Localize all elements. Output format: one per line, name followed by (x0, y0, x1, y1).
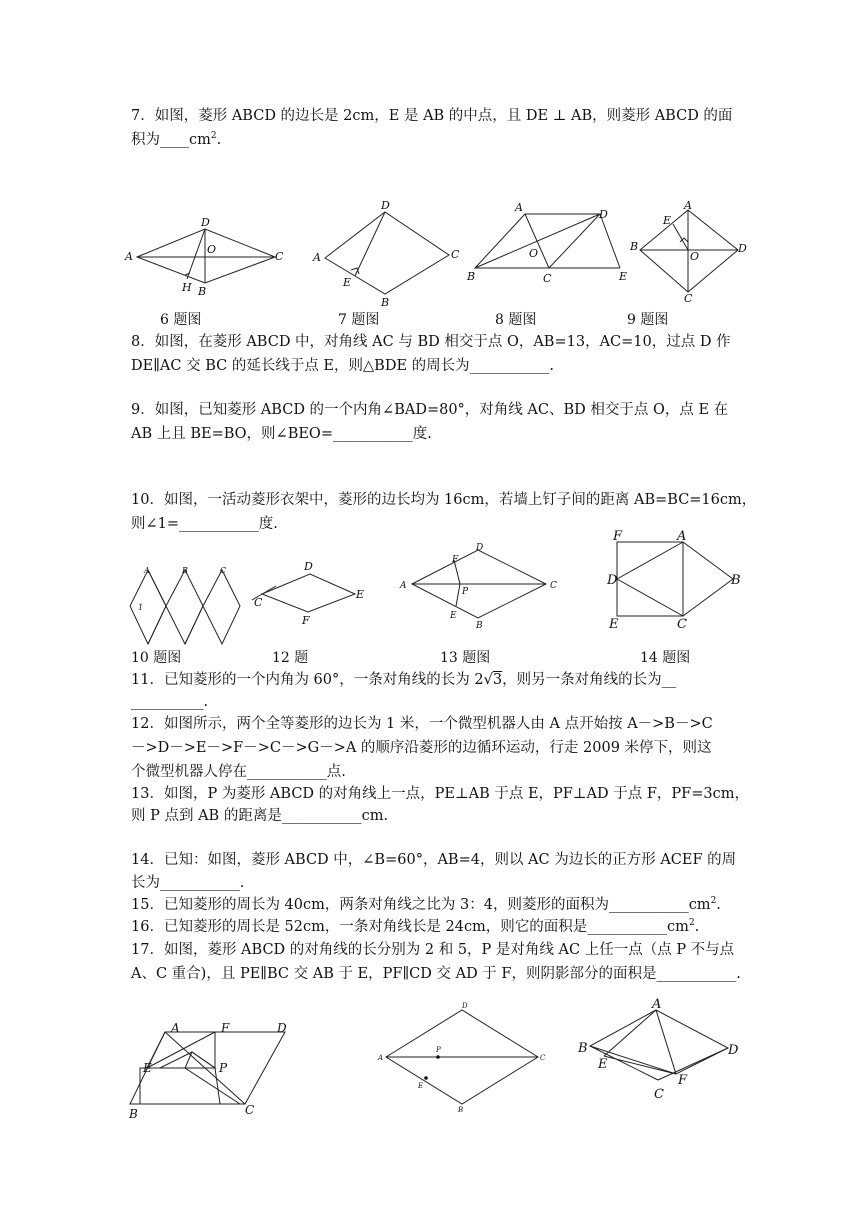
caption-13: 13 题图 (440, 650, 491, 666)
q11-line1 (131, 670, 676, 690)
q9-line1: 9．如图，已知菱形 ABCD 的一个内角∠BAD=80°，对角线 AC、BD 相交于点 O，点 E 在 (131, 402, 729, 418)
caption-9: 9 题图 (627, 312, 669, 328)
fig17-label-a: A (171, 1021, 180, 1035)
figure-7 (305, 200, 465, 310)
fig17-label-d: D (277, 1021, 287, 1035)
fig17-label-c: C (245, 1103, 255, 1117)
figure-10 (128, 560, 248, 650)
fig8-label-a: A (515, 201, 523, 214)
fig10-label-a: A (144, 566, 150, 575)
fig6-label-b: B (198, 285, 207, 298)
q11-radicand: 3 (492, 672, 503, 688)
fig17-label-e: E (143, 1061, 152, 1075)
fig12-label-f: F (302, 614, 310, 627)
figmid-label-a: A (378, 1054, 384, 1062)
fig7-label-d: D (381, 199, 390, 212)
fig6-label-a: A (125, 250, 133, 263)
figure-12 (250, 560, 375, 630)
figure-8 (465, 200, 635, 290)
fig17-label-f: F (221, 1021, 230, 1035)
fig8-label-c: C (543, 272, 552, 285)
figright-label-e: E (598, 1057, 608, 1072)
fig12-label-c: C (254, 596, 263, 609)
fig6-label-c: C (275, 250, 284, 263)
fig14-label-c: C (677, 617, 687, 632)
fig9-label-o: O (690, 250, 700, 263)
q15-text: 15．已知菱形的周长为 40cm，两条对角线之比为 3：4，则菱形的面积为___________cm (131, 897, 711, 913)
q7-sup: 2 (210, 131, 217, 142)
figmid-label-c: C (540, 1054, 546, 1062)
caption-10: 10 题图 (131, 650, 182, 666)
figmid-label-b: B (458, 1106, 464, 1114)
fig6-label-o: O (207, 243, 217, 256)
fig14-label-e: E (609, 617, 619, 632)
q10-line1: 10．如图，一活动菱形衣架中，菱形的边长均为 16cm，若墙上钉子间的距离 AB=BC=16cm， (131, 492, 757, 508)
fig13-label-f: F (452, 555, 459, 565)
fig6-label-d: D (201, 216, 210, 229)
q11-text: 11．已知菱形的一个内角为 60°，一条对角线的长为 2 (131, 672, 484, 688)
q8-line2: DE∥AC 交 BC 的延长线于点 E，则△BDE 的周长为___________. (131, 358, 554, 374)
q7-line2 (131, 130, 221, 150)
figure-17 (125, 1020, 300, 1120)
q10-line2: 则∠1=___________度. (131, 516, 278, 532)
q7-line1: 7．如图，菱形 ABCD 的边长是 2cm，E 是 AB 的中点，且 DE ⊥ AB，则菱形 ABCD 的面 (131, 108, 733, 124)
fig14-label-b: B (731, 573, 741, 588)
q15-sup: 2 (710, 896, 717, 907)
q17-line1: 17．如图，菱形 ABCD 的对角线的长分别为 2 和 5，P 是对角线 AC 上任一点（点 P 不与点 (131, 942, 735, 958)
caption-12: 12 题 (272, 650, 309, 666)
q16-end: . (694, 919, 700, 935)
figright-label-d: D (728, 1043, 739, 1058)
figright-label-b: B (578, 1041, 588, 1056)
q12-line2: －>D－>E－>F－>C－>G－>A 的顺序沿菱形的边循环运动，行走 2009 米停下，则这 (131, 740, 712, 756)
q11-line2: __________. (131, 694, 209, 710)
q13-line1: 13．如图，P 为菱形 ABCD 的对角线上一点，PE⊥AB 于点 E，PF⊥AD 于点 F，PF=3cm， (131, 786, 749, 802)
q11-text-end: ，则另一条对角线的长为__ (502, 672, 677, 688)
caption-14: 14 题图 (640, 650, 691, 666)
fig12-label-e: E (356, 588, 365, 601)
figmid-label-e: E (418, 1082, 424, 1090)
sqrt-symbol: √3 (483, 672, 503, 688)
q14-line2: 长为___________. (131, 875, 245, 891)
fig10-label-1: 1 (138, 603, 144, 612)
caption-8: 8 题图 (495, 312, 537, 328)
fig7-label-b: B (381, 296, 390, 309)
fig8-label-d: D (599, 208, 608, 221)
fig9-label-c: C (684, 292, 693, 305)
fig9-label-a: A (684, 199, 692, 212)
q13-line2: 则 P 点到 AB 的距离是___________cm. (131, 808, 389, 824)
q7-text: 积为____cm (131, 132, 211, 148)
fig17-label-p: P (219, 1061, 228, 1075)
figright-label-a: A (652, 997, 662, 1012)
q16-line (131, 917, 699, 937)
fig7-label-a: A (313, 251, 321, 264)
figure-mid (378, 1000, 548, 1115)
q16-sup: 2 (688, 918, 695, 929)
figure-9 (628, 200, 758, 305)
q15-line (131, 895, 721, 915)
fig14-label-d: D (607, 573, 618, 588)
fig7-label-c: C (451, 248, 460, 261)
q7-end: . (216, 132, 222, 148)
fig8-label-e: E (619, 270, 628, 283)
figure-right (572, 998, 747, 1103)
caption-7: 7 题图 (338, 312, 380, 328)
fig9-label-e: E (663, 214, 672, 227)
fig10-label-b: B (182, 566, 188, 575)
fig17-label-b: B (129, 1107, 138, 1121)
fig9-label-b: B (630, 240, 639, 253)
fig14-label-f: F (613, 529, 623, 544)
fig13-label-c: C (550, 581, 557, 591)
fig7-label-e: E (343, 276, 352, 289)
q16-text: 16．已知菱形的周长是 52cm，一条对角线长是 24cm，则它的面积是___________cm (131, 919, 689, 935)
q9-line2: AB 上且 BE=BO，则∠BEO=___________度. (131, 426, 432, 442)
fig14-label-a: A (677, 529, 687, 544)
caption-6: 6 题图 (160, 312, 202, 328)
fig8-label-b: B (467, 270, 476, 283)
q17-line2: A、C 重合)，且 PE∥BC 交 AB 于 E，PF∥CD 交 AD 于 F，则阴影部分的面积是___________. (131, 966, 741, 982)
fig6-label-h: H (182, 281, 192, 294)
figright-label-f: F (678, 1073, 688, 1088)
q12-line3: 个微型机器人停在___________点. (131, 764, 346, 780)
fig13-label-b: B (476, 621, 483, 631)
figure-6 (125, 215, 290, 305)
figmid-label-d: D (462, 1002, 468, 1010)
figmid-label-p: P (436, 1046, 441, 1054)
figright-label-c: C (654, 1087, 664, 1102)
fig13-label-p: P (462, 587, 469, 597)
fig9-label-d: D (738, 242, 747, 255)
q12-line1: 12．如图所示，两个全等菱形的边长为 1 米，一个微型机器人由 A 点开始按 A－>B－>C (131, 716, 713, 732)
figure-13 (398, 540, 568, 632)
fig13-label-e: E (450, 611, 457, 621)
q8-line1: 8．如图，在菱形 ABCD 中，对角线 AC 与 BD 相交于点 O，AB=13，AC=10，过点 D 作 (131, 334, 731, 350)
fig10-label-c: C (220, 566, 227, 575)
figure-14 (605, 530, 755, 630)
q14-line1: 14．已知：如图，菱形 ABCD 中，∠B=60°，AB=4，则以 AC 为边长的正方形 ACEF 的周 (131, 852, 737, 868)
q15-end: . (716, 897, 721, 913)
fig13-label-a: A (400, 581, 407, 591)
fig13-label-d: D (476, 543, 484, 553)
fig8-label-o: O (529, 247, 539, 260)
fig12-label-d: D (304, 560, 313, 573)
